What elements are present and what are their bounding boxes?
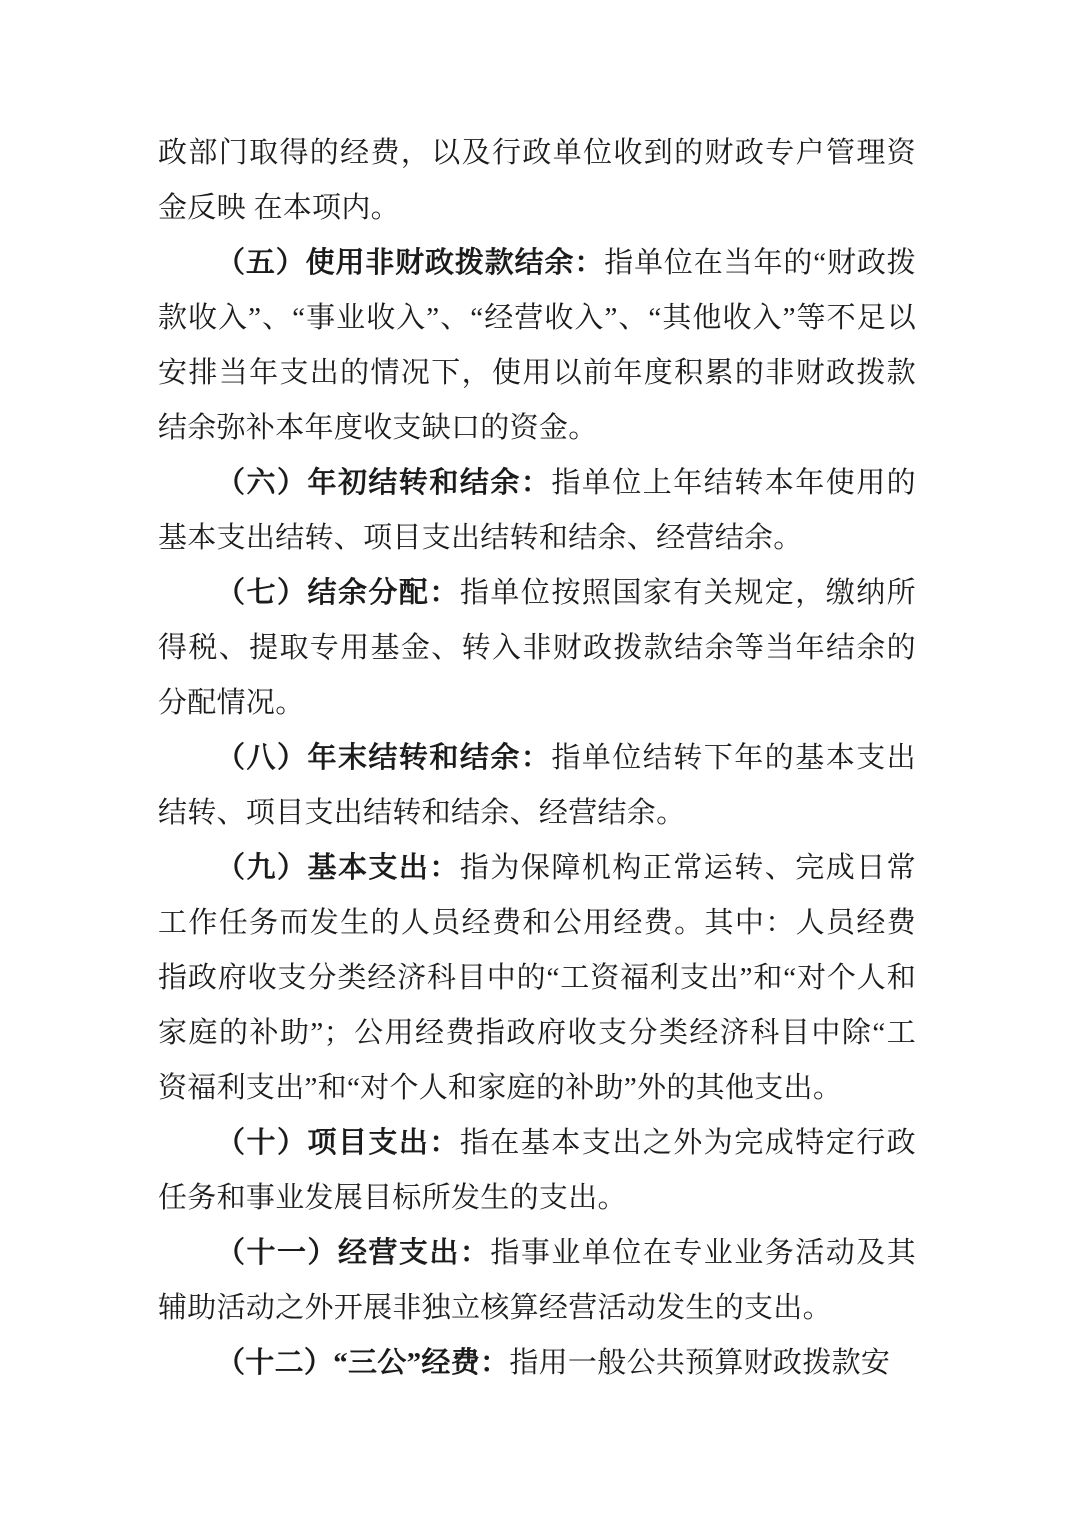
definition-item-9 xyxy=(158,841,916,1116)
definition-item-10 xyxy=(158,1116,916,1226)
definition-term-7: （七）结余分配： xyxy=(216,577,460,609)
definition-term-12: （十二）“三公”经费： xyxy=(216,1347,510,1379)
definition-term-5: （五）使用非财政拨款结余： xyxy=(216,247,605,279)
definition-text-11: 指事业单位在专业业务活动及其辅助活动之外开展非独立核算经营活动发生的支出。 xyxy=(158,1237,916,1324)
definition-term-8: （八）年末结转和结余： xyxy=(216,742,552,774)
definition-item-12 xyxy=(158,1336,916,1391)
definition-term-9: （九）基本支出： xyxy=(216,852,460,884)
definition-item-6 xyxy=(158,456,916,566)
definition-text-12: 指用一般公共预算财政拨款安 xyxy=(509,1347,891,1379)
definition-term-11: （十一）经营支出： xyxy=(216,1237,491,1269)
definition-text-5: 指单位在当年的“财政拨款收入”、“事业收入”、“经营收入”、“其他收入”等不足以安排当年支出的情况下，使用以前年度积累的非财政拨款结余弥补本年度收支缺口的资金。 xyxy=(158,247,916,444)
document-body xyxy=(158,126,916,1391)
definition-item-8 xyxy=(158,731,916,841)
paragraph-continuation xyxy=(158,126,916,236)
definition-text-7: 指单位按照国家有关规定，缴纳所得税、提取专用基金、转入非财政拨款结余等当年结余的分配情况。 xyxy=(158,577,916,719)
definition-text-8: 指单位结转下年的基本支出结转、项目支出结转和结余、经营结余。 xyxy=(158,742,916,829)
paragraph-text: 政部门取得的经费，以及行政单位收到的财政专户管理资金反映 在本项内。 xyxy=(158,137,916,224)
definition-item-11 xyxy=(158,1226,916,1336)
definition-text-9: 指为保障机构正常运转、完成日常工作任务而发生的人员经费和公用经费。其中：人员经费指政府收支分类经济科目中的“工资福利支出”和“对个人和家庭的补助”；公用经费指政府收支分类经济科目中除“工资福利支出”和“对个人和家庭的补助”外的其他支出。 xyxy=(158,852,916,1104)
definition-text-6: 指单位上年结转本年使用的基本支出结转、项目支出结转和结余、经营结余。 xyxy=(158,467,916,554)
definition-term-6: （六）年初结转和结余： xyxy=(216,467,552,499)
definition-item-7 xyxy=(158,566,916,731)
definition-item-5 xyxy=(158,236,916,456)
definition-term-10: （十）项目支出： xyxy=(216,1127,460,1159)
definition-text-10: 指在基本支出之外为完成特定行政任务和事业发展目标所发生的支出。 xyxy=(158,1127,916,1214)
